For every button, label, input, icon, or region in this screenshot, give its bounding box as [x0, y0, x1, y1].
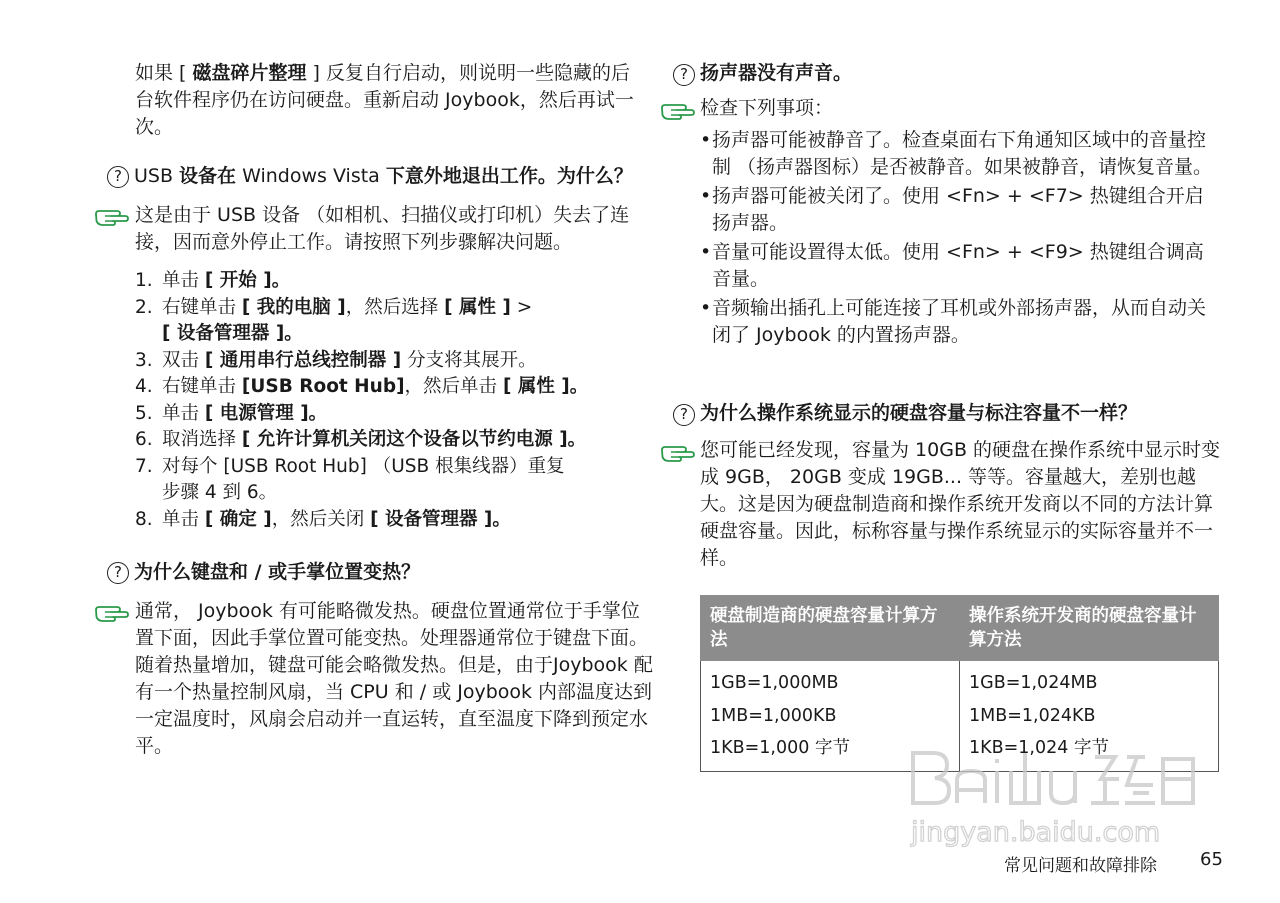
footer-section-title: 常见问题和故障排除	[1004, 856, 1157, 876]
page-number: 65	[1200, 849, 1223, 870]
check-item	[700, 295, 1222, 349]
step-text: 双击	[162, 349, 205, 371]
question-icon: ?	[107, 562, 129, 584]
q1-part-vista: Windows Vista	[236, 165, 386, 187]
step-text-mid: ，然后关闭	[271, 508, 371, 530]
bullet-dot: •	[700, 185, 712, 207]
pointing-hand-icon	[95, 206, 131, 226]
table-header-row	[701, 596, 1219, 661]
intro-paragraph	[135, 60, 645, 141]
speaker-check-list	[700, 127, 1222, 351]
question-heat-title: 为什么键盘和 / 或手掌位置变热？	[134, 561, 421, 583]
check-item-text: 音频输出插孔上可能连接了耳机或外部扬声器，从而自动关闭了 Joybook 的内置扬声器。	[712, 297, 1207, 346]
intro-text: 如果 [	[135, 62, 193, 84]
step-bold: [ 电源管理 ]。	[204, 402, 328, 424]
usb-steps-list	[135, 268, 655, 533]
step-bold: [ 确定 ]	[204, 508, 272, 530]
bullet-dot: •	[700, 129, 712, 151]
step-number: 5.	[135, 402, 153, 424]
step-bold: [USB Root Hub]	[241, 376, 405, 397]
step-text: 单击	[162, 402, 205, 424]
step-text: 右键单击	[162, 376, 242, 397]
step-bold: [ 通用串行总线控制器 ]	[204, 349, 402, 371]
check-item-text: 扬声器可能被关闭了。使用 <Fn> + <F7> 热键组合开启扬声器。	[712, 185, 1204, 234]
table-value: 1GB=1,000MB	[710, 673, 839, 693]
step-text-end: 。	[271, 270, 291, 291]
step-line-2: 步骤 4 到 6。	[162, 482, 278, 503]
question-icon: ?	[673, 404, 695, 426]
step-text-mid: ，然后单击	[404, 376, 503, 397]
step-item	[135, 295, 655, 348]
step-text: 取消选择	[162, 429, 242, 450]
step-text: 对每个 [USB Root Hub] （USB 根集线器）重复	[162, 455, 565, 477]
q1-part-rest: 下意外地退出工作。为什么？	[385, 165, 633, 187]
step-number: 7.	[135, 455, 153, 477]
pointing-hand-icon	[95, 602, 131, 622]
intro-text-rest: ] 反复自行启动，则说明一些隐藏的后台软件程序仍在访问硬盘。重新启动 Joybook，然后再试一次。	[135, 62, 634, 138]
step-bold-2: [ 设备管理器 ]。	[370, 508, 511, 530]
step-number: 4.	[135, 376, 153, 397]
q1-part-usb: USB	[134, 165, 180, 187]
step-bold-2: [ 属性 ]。	[502, 376, 589, 397]
question-usb-answer: 这是由于 USB 设备 （如相机、扫描仪或打印机）失去了连接，因而意外停止工作。请按照下列步骤解决问题。	[135, 204, 630, 253]
step-number: 2.	[135, 296, 153, 318]
table-value: 1KB=1,000 字节	[710, 738, 850, 758]
step-text-mid: ，然后选择	[345, 296, 445, 318]
table-value: 1KB=1,024 字节	[969, 738, 1109, 758]
check-item-text: 扬声器可能被静音了。检查桌面右下角通知区域中的音量控制 （扬声器图标）是否被静音。如果被静音，请恢复音量。	[712, 129, 1213, 178]
question-icon: ?	[673, 64, 695, 86]
q1-part-device: 设备在	[179, 165, 237, 187]
bullet-dot: •	[700, 241, 712, 263]
step-item	[135, 454, 655, 507]
question-capacity-title: 为什么操作系统显示的硬盘容量与标注容量不一样？	[700, 402, 1138, 424]
step-number: 1.	[135, 270, 153, 291]
step-bold: [ 开始 ]	[204, 270, 272, 291]
question-icon: ?	[107, 166, 129, 188]
step-bold: [ 我的电脑 ]	[241, 296, 346, 318]
step-bold: [ 允许计算机关闭这个设备以节约电源 ]。	[241, 429, 587, 450]
step-text: 单击	[162, 270, 205, 291]
step-item	[135, 268, 655, 295]
svg-text:jingyan.baidu.com: jingyan.baidu.com	[911, 817, 1161, 848]
table-value: 1MB=1,024KB	[969, 705, 1096, 726]
step-number: 3.	[135, 349, 153, 371]
table-cell-manufacturer	[701, 661, 960, 772]
question-capacity-answer: 您可能已经发现，容量为 10GB 的硬盘在操作系统中显示时变成 9GB， 20GB 变成 19GB... 等等。容量越大，差别也越大。这是因为硬盘制造商和操作系统开发商以不同的方法计算硬盘容量。因此，标称容量与操作系统显示的实际容量并不一样。	[700, 439, 1221, 569]
step-item	[135, 374, 655, 401]
check-item	[700, 127, 1222, 181]
question-heat-answer: 通常， Joybook 有可能略微发热。硬盘位置通常位于手掌位置下面，因此手掌位置可能变热。处理器通常位于键盘下面。随着热量增加，键盘可能会略微发热。但是，由于Joybook 配有一个热量控制风扇，当 CPU 和 / 或 Joybook 内部温度达到一定温度时，风扇会启动并一直运转，直至温度下降到预定水平。	[135, 600, 653, 757]
table-header-manufacturer: 硬盘制造商的硬盘容量计算方法	[701, 596, 960, 661]
bullet-dot: •	[700, 297, 712, 319]
step-number: 6.	[135, 429, 153, 450]
question-speaker-title: 扬声器没有声音。	[700, 62, 853, 84]
check-item	[700, 183, 1222, 237]
step-text-end: >	[510, 296, 533, 318]
step-line-2: [ 设备管理器 ]。	[162, 323, 303, 344]
step-item	[135, 427, 655, 454]
step-item	[135, 348, 655, 375]
step-text: 右键单击	[162, 296, 242, 318]
table-row	[701, 661, 1219, 772]
pointing-hand-icon	[661, 442, 697, 462]
table-header-os: 操作系统开发商的硬盘容量计算方法	[960, 596, 1219, 661]
table-value: 1GB=1,024MB	[969, 673, 1098, 693]
check-item	[700, 239, 1222, 293]
step-item	[135, 401, 655, 428]
table-cell-os	[960, 661, 1219, 772]
question-usb-title	[134, 163, 633, 189]
pointing-hand-icon	[661, 100, 697, 120]
step-text: 单击	[162, 508, 205, 530]
check-items-label: 检查下列事项：	[700, 97, 834, 119]
step-text-end: 分支将其展开。	[401, 349, 537, 371]
capacity-table	[700, 595, 1219, 772]
table-value: 1MB=1,000KB	[710, 705, 837, 726]
check-item-text: 音量可能设置得太低。使用 <Fn> + <F9> 热键组合调高音量。	[712, 241, 1204, 290]
step-number: 8.	[135, 508, 153, 530]
step-bold-2: [ 属性 ]	[444, 296, 511, 318]
step-item	[135, 507, 655, 534]
disk-defrag-label: 磁盘碎片整理	[192, 62, 307, 84]
